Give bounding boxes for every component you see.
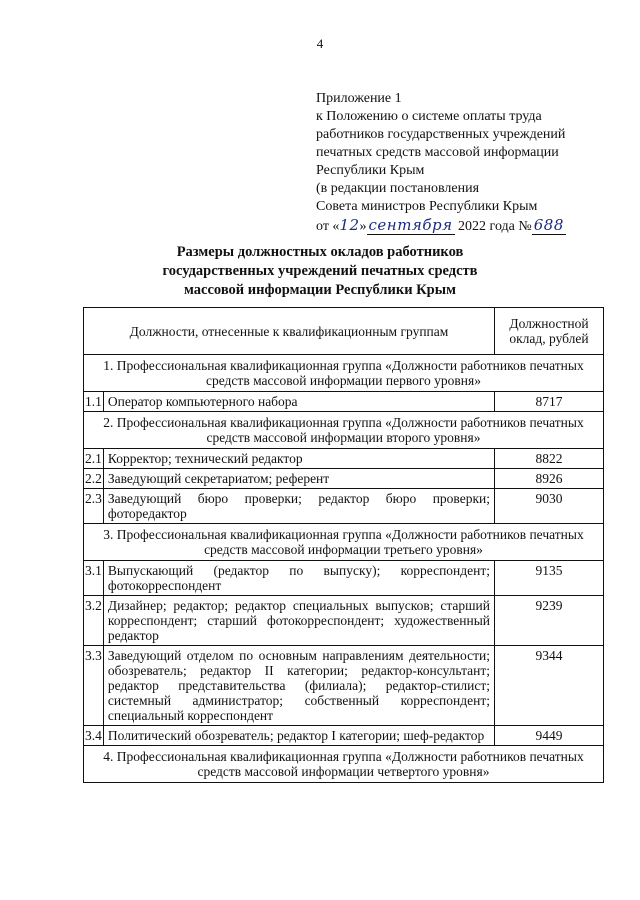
salary-value: 9135 [495, 561, 604, 596]
group-title: 1. Профессиональная квалификационная группа «Должности работников печатных средств массовой информации первого уровня» [84, 355, 604, 392]
header-position: Должности, отнесенные к квалификационным группам [84, 308, 495, 355]
appendix-line: Республики Крым [316, 163, 425, 178]
appendix-line: работников государственных учреждений [316, 127, 566, 142]
group-title: 2. Профессиональная квалификационная группа «Должности работников печатных средств массовой информации второго уровня» [84, 412, 604, 449]
salary-table [83, 307, 604, 783]
appendix-line: Совета министров Республики Крым [316, 199, 538, 214]
title-line: Размеры должностных окладов работников [176, 244, 464, 260]
document-title [0, 243, 640, 300]
salary-value: 8926 [495, 469, 604, 489]
title-line: государственных учреждений печатных средств [162, 263, 478, 279]
handwritten-day: 12 [339, 216, 360, 234]
page-number: 4 [316, 36, 324, 51]
salary-value: 9239 [495, 596, 604, 646]
table-row [84, 646, 604, 726]
table-row [84, 561, 604, 596]
salary-value: 8822 [495, 449, 604, 469]
appendix-line: Приложение 1 [316, 91, 402, 106]
table-header-row [84, 308, 604, 355]
appendix-line: печатных средств массовой информации [316, 145, 559, 160]
group-title: 3. Профессиональная квалификационная группа «Должности работников печатных средств массовой информации третьего уровня» [84, 524, 604, 561]
group-row [84, 524, 604, 561]
group-row [84, 412, 604, 449]
table-row [84, 489, 604, 524]
position-name: Дизайнер; редактор; редактор специальных выпусков; старший корреспондент; старший фотокорреспондент; художественный редактор [103, 596, 494, 646]
salary-value: 8717 [495, 392, 604, 412]
table-row [84, 596, 604, 646]
appendix-line: к Положению о системе оплаты труда [316, 109, 542, 124]
appendix-block [316, 90, 616, 236]
date-separator: » [359, 219, 367, 234]
group-title: 4. Профессиональная квалификационная группа «Должности работников печатных средств массовой информации четвертого уровня» [84, 746, 604, 783]
row-number: 2.3 [84, 489, 104, 524]
group-row [84, 746, 604, 783]
table-row [84, 392, 604, 412]
salary-value: 9030 [495, 489, 604, 524]
decree-date-line [316, 216, 616, 236]
row-number: 3.1 [84, 561, 104, 596]
date-year-text: 2022 года № [458, 219, 532, 234]
position-name: Выпускающий (редактор по выпуску); корреспондент; фотокорреспондент [103, 561, 494, 596]
row-number: 1.1 [84, 392, 104, 412]
salary-value: 9344 [495, 646, 604, 726]
row-number: 2.1 [84, 449, 104, 469]
title-line: массовой информации Республики Крым [184, 282, 456, 298]
position-name: Заведующий отделом по основным направлениям деятельности; обозреватель; редактор II категории; редактор-консультант; редактор представительства (филиала); редактор-стилист; системный администратор; собственный корреспондент; специальный корреспондент [103, 646, 494, 726]
position-name: Политический обозреватель; редактор I категории; шеф-редактор [103, 726, 494, 746]
row-number: 3.3 [84, 646, 104, 726]
handwritten-month: сентября [368, 216, 453, 234]
group-row [84, 355, 604, 392]
handwritten-decree-number: 688 [533, 216, 564, 234]
salary-value: 9449 [495, 726, 604, 746]
position-name: Оператор компьютерного набора [103, 392, 494, 412]
row-number: 3.2 [84, 596, 104, 646]
position-name: Заведующий секретариатом; референт [103, 469, 494, 489]
table-row [84, 449, 604, 469]
position-name: Заведующий бюро проверки; редактор бюро проверки; фоторедактор [103, 489, 494, 524]
row-number: 3.4 [84, 726, 104, 746]
table-row [84, 469, 604, 489]
table-row [84, 726, 604, 746]
position-name: Корректор; технический редактор [103, 449, 494, 469]
row-number: 2.2 [84, 469, 104, 489]
appendix-line: (в редакции постановления [316, 181, 480, 196]
header-salary: Должностной оклад, рублей [495, 308, 604, 355]
date-prefix: от « [316, 219, 340, 234]
